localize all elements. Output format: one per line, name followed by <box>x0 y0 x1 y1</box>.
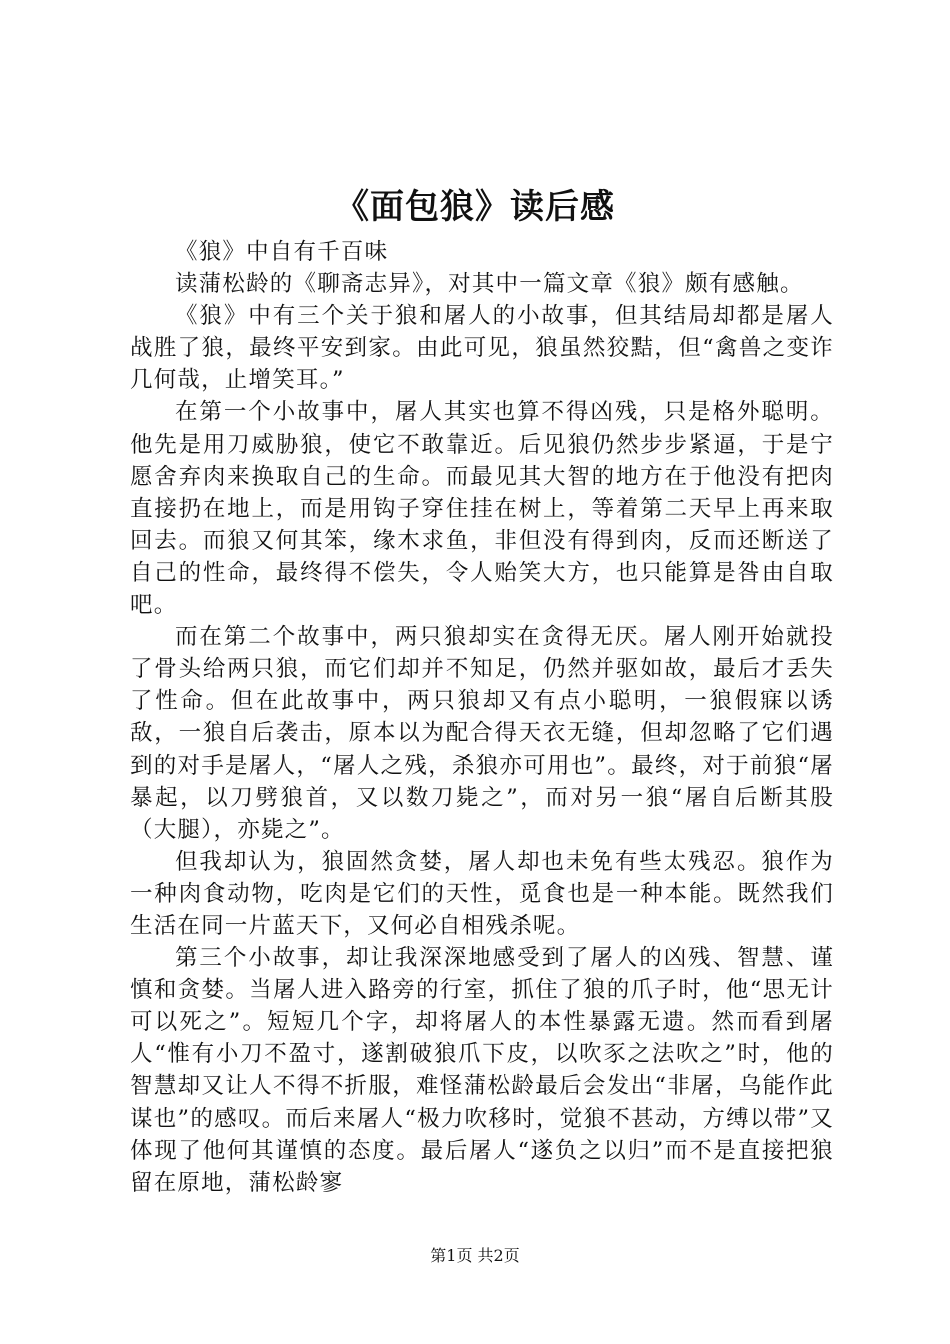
document-body <box>130 236 834 1199</box>
paragraph: 但我却认为，狼固然贪婪，屠人却也未免有些太残忍。狼作为一种肉食动物，吃肉是它们的天性，觅食也是一种本能。既然我们生活在同一片蓝天下，又何必自相残杀呢。 <box>130 848 834 939</box>
paragraph: 《狼》中有三个关于狼和屠人的小故事，但其结局却都是屠人战胜了狼，最终平安到家。由此可见，狼虽然狡黠，但“禽兽之变诈几何哉，止增笑耳。” <box>130 303 834 394</box>
document-title: 《面包狼》读后感 <box>335 187 615 227</box>
paragraph: 在第一个小故事中，屠人其实也算不得凶残，只是格外聪明。他先是用刀威胁狼，使它不敢靠近。后见狼仍然步步紧逼，于是宁愿舍弃肉来换取自己的生命。而最见其大智的地方在于他没有把肉直接扔在地上，而是用钩子穿住挂在树上，等着第二天早上再来取回去。而狼又何其笨，缘木求鱼，非但没有得到肉，反而还断送了自己的性命，最终得不偿失，令人贻笑大方，也只能算是咎由自取吧。 <box>130 399 834 619</box>
paragraph: 《狼》中自有千百味 <box>175 239 389 265</box>
page-number-footer: 第1页 共2页 <box>430 1246 520 1265</box>
paragraph: 而在第二个故事中，两只狼却实在贪得无厌。屠人刚开始就投了骨头给两只狼，而它们却并不知足，仍然并驱如故，最后才丢失了性命。但在此故事中，两只狼却又有点小聪明，一狼假寐以诱敌，一狼自后袭击，原本以为配合得天衣无缝，但却忽略了它们遇到的对手是屠人，“屠人之残，杀狼亦可用也”。最终，对于前狼“屠暴起，以刀劈狼首，又以数刀毙之”，而对另一狼“屠自后断其股（大腿），亦毙之”。 <box>130 624 834 843</box>
paragraph: 读蒲松龄的《聊斋志异》，对其中一篇文章《狼》颇有感触。 <box>175 271 804 298</box>
paragraph: 第三个小故事，却让我深深地感受到了屠人的凶残、智慧、谨慎和贪婪。当屠人进入路旁的行室，抓住了狼的爪子时，他“思无计可以死之”。短短几个字，却将屠人的本性暴露无遗。然而看到屠人“惟有小刀不盈寸，遂割破狼爪下皮，以吹豕之法吹之”时，他的智慧却又让人不得不折服，难怪蒲松龄最后会发出“非屠，乌能作此谋也”的感叹。而后来屠人“极力吹移时，觉狼不甚动，方缚以带”又体现了他何其谨慎的态度。最后屠人“遂负之以归”而不是直接把狼留在原地，蒲松龄寥 <box>130 945 834 1196</box>
